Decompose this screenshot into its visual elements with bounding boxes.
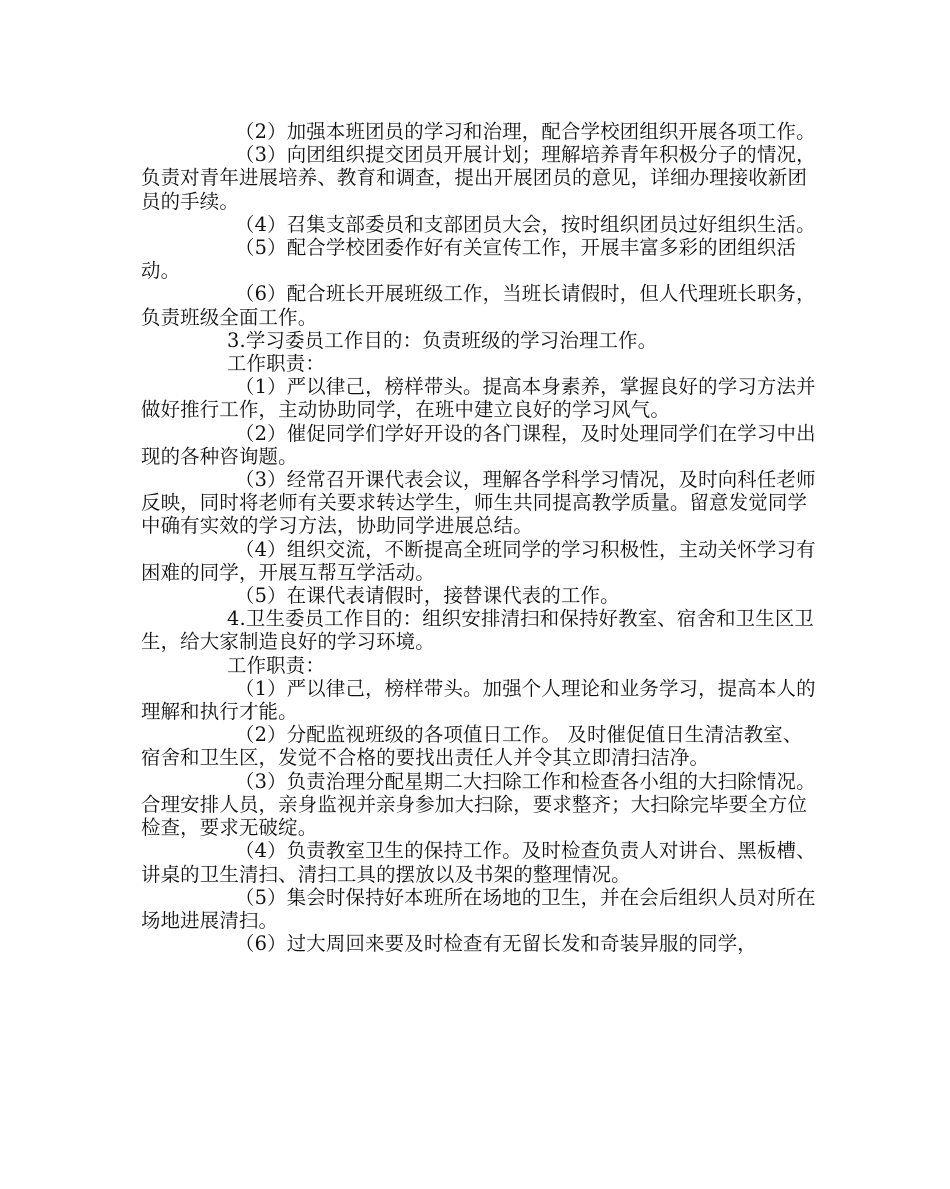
section-heading-hygiene-committee: 4.卫生委员工作目的：组织安排清扫和保持好教室、宿舍和卫生区卫生，给大家制造良好的学习环境。 [141,607,815,654]
section-heading-study-committee: 3.学习委员工作目的：负责班级的学习治理工作。 [227,328,658,352]
paragraph-hygiene-1: （1）严以律己，榜样带头。加强个人理论和业务学习，提高本人的理解和执行才能。 [141,676,816,724]
paragraph-hygiene-2: （2）分配监视班级的各项值日工作。 及时催促值日生清洁教室、宿舍和卫生区，发觉不合格的要找出责任人并令其立即清扫洁净。 [141,723,803,770]
paragraph-hygiene-6: （6）过大周回来要及时检查有无留长发和奇装异服的同学， [235,932,757,956]
paragraph-study-2: （2）催促同学们学好开设的各门课程，及时处理同学们在学习中出现的各种咨询题。 [141,421,816,468]
paragraph-hygiene-5: （5）集会时保持好本班所在场地的卫生，并在会后组织人员对所在场地进展清扫。 [141,885,816,932]
duties-label: 工作职责： [227,653,325,677]
paragraph-league-4: （4）召集支部委员和支部团员大会，按时组织团员过好组织生活。 [235,212,816,236]
paragraph-study-4: （4）组织交流，不断提高全班同学的学习积极性，主动关怀学习有困难的同学，开展互帮互学活动。 [141,537,816,584]
paragraph-hygiene-3: （3）负责治理分配星期二大扫除工作和检查各小组的大扫除情况。合理安排人员，亲身监视并亲身参加大扫除，要求整齐；大扫除完毕要全方位检查，要求无破绽。 [141,769,816,840]
paragraph-league-6: （6）配合班长开展班级工作，当班长请假时，但人代理班长职务，负责班级全面工作。 [141,282,816,329]
paragraph-league-3: （3）向团组织提交团员开展计划；理解培养青年积极分子的情况，负责对青年进展培养、教育和调查，提出开展团员的意见，详细办理接收新团员的手续。 [141,143,816,213]
paragraph-study-1: （1）严以律己，榜样带头。提高本身素养，掌握良好的学习方法并做好推行工作，主动协助同学，在班中建立良好的学习风气。 [141,375,816,422]
duties-label: 工作职责： [227,352,325,376]
paragraph-study-5: （5）在课代表请假时，接替课代表的工作。 [235,584,620,608]
paragraph-league-5: （5）配合学校团委作好有关宣传工作，开展丰富多彩的团组织活动。 [141,236,797,283]
paragraph-study-3: （3）经常召开课代表会议，理解各学科学习情况，及时向科任老师反映，同时将老师有关要求转达学生，师生共同提高教学质量。留意发觉同学中确有实效的学习方法，协助同学进展总结。 [141,468,816,538]
document-body [141,120,821,955]
paragraph-league-2: （2）加强本班团员的学习和治理，配合学校团组织开展各项工作。 [235,120,816,143]
paragraph-hygiene-4: （4）负责教室卫生的保持工作。及时检查负责人对讲台、黑板槽、讲桌的卫生清扫、清扫工具的摆放以及书架的整理情况。 [141,839,816,886]
